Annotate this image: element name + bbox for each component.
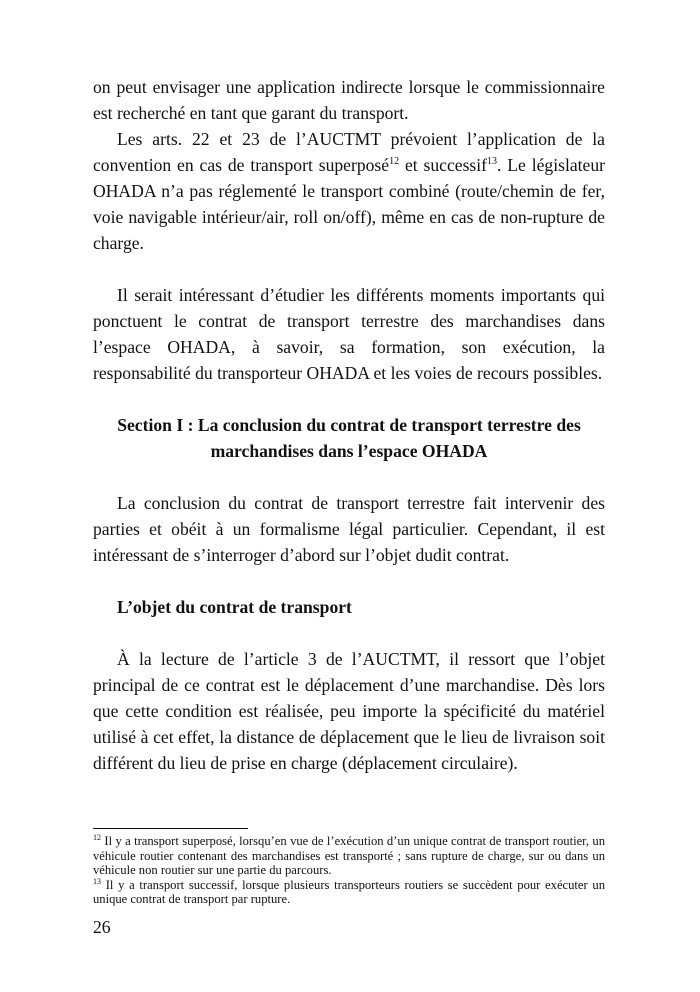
page-body: [93, 74, 605, 776]
paragraph-text: et successif: [399, 155, 488, 175]
paragraph-conclusion-intro: La conclusion du contrat de transport terrestre fait intervenir des parties et obéit à un formalisme légal particulier. Cependant, il est intéressant de s’interroger d’abord sur l’objet dudit contrat.: [93, 493, 605, 565]
footnote-number: 13: [93, 876, 101, 886]
footnote-13: [93, 878, 605, 907]
paragraph-article-3: À la lecture de l’article 3 de l’AUCTMT, il ressort que l’objet principal de ce contrat est le déplacement d’une marchandise. Dès lors que cette condition est réalisée, peu importe la spécificité du matériel utilisé à cet effet, la distance de déplacement que le lieu de livraison soit différent du lieu de prise en charge (déplacement circulaire).: [93, 649, 605, 773]
footnote-number: 12: [93, 833, 101, 842]
footnote-text: Il y a transport successif, lorsque plusieurs transporteurs routiers se succèdent pour exécuter un unique contrat de transport par rupture.: [93, 877, 605, 906]
section-title: Section I : La conclusion du contrat de transport terrestre des marchandises dans l’espace OHADA: [117, 415, 581, 461]
footnote-text: Il y a transport superposé, lorsqu’en vue de l’exécution d’un unique contrat de transport routier, un véhicule routier contenant des marchandises est transporté ; sans rupture de charge, sur ou dans un véhicule non routier sur une partie du parcours.: [93, 834, 605, 877]
subheading-contract-object: L’objet du contrat de transport: [117, 597, 352, 617]
footnote-separator: [93, 828, 248, 829]
paragraph-study-moments: Il serait intéressant d’étudier les différents moments importants qui ponctuent le contrat de transport terrestre des marchandises dans l’espace OHADA, à savoir, sa formation, son exécution, la responsabilité du transporteur OHADA et les voies de recours possibles.: [93, 285, 605, 383]
footnote-ref-13[interactable]: 13: [487, 156, 498, 167]
footnote-12: [93, 834, 605, 878]
page-number: 26: [93, 917, 111, 937]
footnote-ref-12[interactable]: 12: [389, 156, 400, 167]
paragraph-text: . Le législateur OHADA n’a pas réglementé le transport combiné (route/chemin de fer, voie navigable intérieur/air, roll on/off), même en cas de non-rupture de charge.: [93, 155, 605, 253]
footnotes: [93, 834, 605, 907]
paragraph-text: Les arts. 22 et 23 de l’AUCTMT prévoient l’application de la convention en cas de transport superposé: [93, 129, 605, 175]
paragraph-continuation: on peut envisager une application indirecte lorsque le commissionnaire est recherché en tant que garant du transport.: [93, 77, 605, 123]
paragraph-auctmt-convention: [93, 126, 605, 256]
